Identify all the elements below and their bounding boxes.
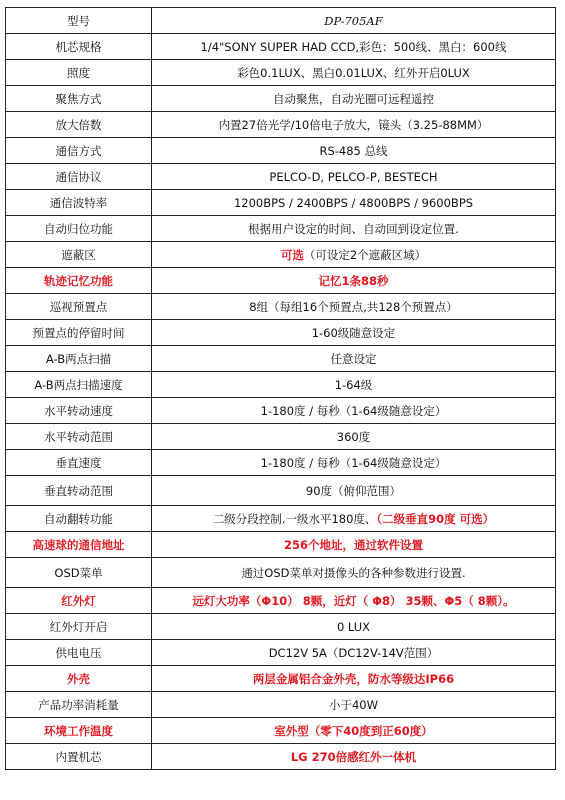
row-label: 自动翻转功能	[6, 506, 152, 532]
row-value: DP-705AF	[152, 8, 556, 34]
table-row	[6, 112, 556, 138]
table-row	[6, 450, 556, 476]
table-row	[6, 506, 556, 532]
table-row	[6, 558, 556, 588]
table-row	[6, 744, 556, 770]
row-label: A-B两点扫描速度	[6, 372, 152, 398]
table-row	[6, 60, 556, 86]
row-label: 巡视预置点	[6, 294, 152, 320]
table-row	[6, 164, 556, 190]
row-label: 环境工作温度	[6, 718, 152, 744]
table-row	[6, 398, 556, 424]
row-label: A-B两点扫描	[6, 346, 152, 372]
row-label: 产品功率消耗量	[6, 692, 152, 718]
row-label: 外壳	[6, 666, 152, 692]
row-label: 通信波特率	[6, 190, 152, 216]
row-value: 室外型（零下40度到正60度）	[152, 718, 556, 744]
row-label: 机芯规格	[6, 34, 152, 60]
row-value: 1-64级	[152, 372, 556, 398]
row-value: RS-485 总线	[152, 138, 556, 164]
row-value: LG 270倍感红外一体机	[152, 744, 556, 770]
row-value: 0 LUX	[152, 614, 556, 640]
row-value: 360度	[152, 424, 556, 450]
table-row	[6, 86, 556, 112]
row-label: 聚焦方式	[6, 86, 152, 112]
row-label: 红外灯开启	[6, 614, 152, 640]
row-value: DC12V 5A（DC12V-14V范围）	[152, 640, 556, 666]
row-value: 自动聚焦，自动光圈可远程遥控	[152, 86, 556, 112]
row-label: 垂直速度	[6, 450, 152, 476]
row-label: 红外灯	[6, 588, 152, 614]
row-value: 远灯大功率（Φ10） 8颗，近灯（ Φ8） 35颗、Φ5（ 8颗）。	[152, 588, 556, 614]
row-label: 通信方式	[6, 138, 152, 164]
row-label: 自动归位功能	[6, 216, 152, 242]
table-row	[6, 614, 556, 640]
table-row	[6, 666, 556, 692]
row-label: 供电电压	[6, 640, 152, 666]
spec-table	[5, 7, 556, 770]
row-value: 内置27倍光学/10倍电子放大，镜头（3.25-88MM）	[152, 112, 556, 138]
row-value: PELCO-D, PELCO-P, BESTECH	[152, 164, 556, 190]
row-label: 水平转动速度	[6, 398, 152, 424]
row-value: 1-180度 / 每秒（1-64级随意设定）	[152, 450, 556, 476]
optional-highlight: （二级垂直90度 可选）	[376, 511, 495, 526]
table-row	[6, 190, 556, 216]
row-value: 记忆1条88秒	[152, 268, 556, 294]
table-row	[6, 476, 556, 506]
row-value: 任意设定	[152, 346, 556, 372]
row-value: 1/4"SONY SUPER HAD CCD,彩色：500线、黑白：600线	[152, 34, 556, 60]
row-value: 1200BPS / 2400BPS / 4800BPS / 9600BPS	[152, 190, 556, 216]
optional-highlight: 可选	[280, 247, 304, 262]
table-row	[6, 640, 556, 666]
row-label: 预置点的停留时间	[6, 320, 152, 346]
row-label: 垂直转动范围	[6, 476, 152, 506]
row-value: 彩色0.1LUX、黑白0.01LUX、红外开启0LUX	[152, 60, 556, 86]
row-value: 两层金属铝合金外壳，防水等级达IP66	[152, 666, 556, 692]
table-row	[6, 268, 556, 294]
row-label: 照度	[6, 60, 152, 86]
row-label: 高速球的通信地址	[6, 532, 152, 558]
table-row	[6, 34, 556, 60]
row-label: 遮蔽区	[6, 242, 152, 268]
row-value: 1-180度 / 每秒（1-64级随意设定）	[152, 398, 556, 424]
table-row	[6, 8, 556, 34]
row-label: OSD菜单	[6, 558, 152, 588]
row-value: 1-60级随意设定	[152, 320, 556, 346]
table-row	[6, 372, 556, 398]
row-value: 二级分段控制.一级水平180度、（二级垂直90度 可选）	[152, 506, 556, 532]
row-value: 90度（俯仰范围）	[152, 476, 556, 506]
row-value: 8组（每组16个预置点,共128个预置点）	[152, 294, 556, 320]
row-value: 根据用户设定的时间、自动回到设定位置.	[152, 216, 556, 242]
table-row	[6, 424, 556, 450]
table-row	[6, 718, 556, 744]
table-row	[6, 242, 556, 268]
table-row	[6, 588, 556, 614]
row-value: 小于40W	[152, 692, 556, 718]
table-row	[6, 320, 556, 346]
row-label: 内置机芯	[6, 744, 152, 770]
table-row	[6, 692, 556, 718]
row-value: 可选（可设定2个遮蔽区域）	[152, 242, 556, 268]
row-label: 轨迹记忆功能	[6, 268, 152, 294]
row-label: 通信协议	[6, 164, 152, 190]
row-value: 256个地址，通过软件设置	[152, 532, 556, 558]
row-label: 放大倍数	[6, 112, 152, 138]
table-row	[6, 138, 556, 164]
table-row	[6, 294, 556, 320]
table-row	[6, 216, 556, 242]
row-value: 通过OSD菜单对摄像头的各种参数进行设置.	[152, 558, 556, 588]
row-label: 水平转动范围	[6, 424, 152, 450]
table-row	[6, 346, 556, 372]
row-label: 型号	[6, 8, 152, 34]
table-row	[6, 532, 556, 558]
